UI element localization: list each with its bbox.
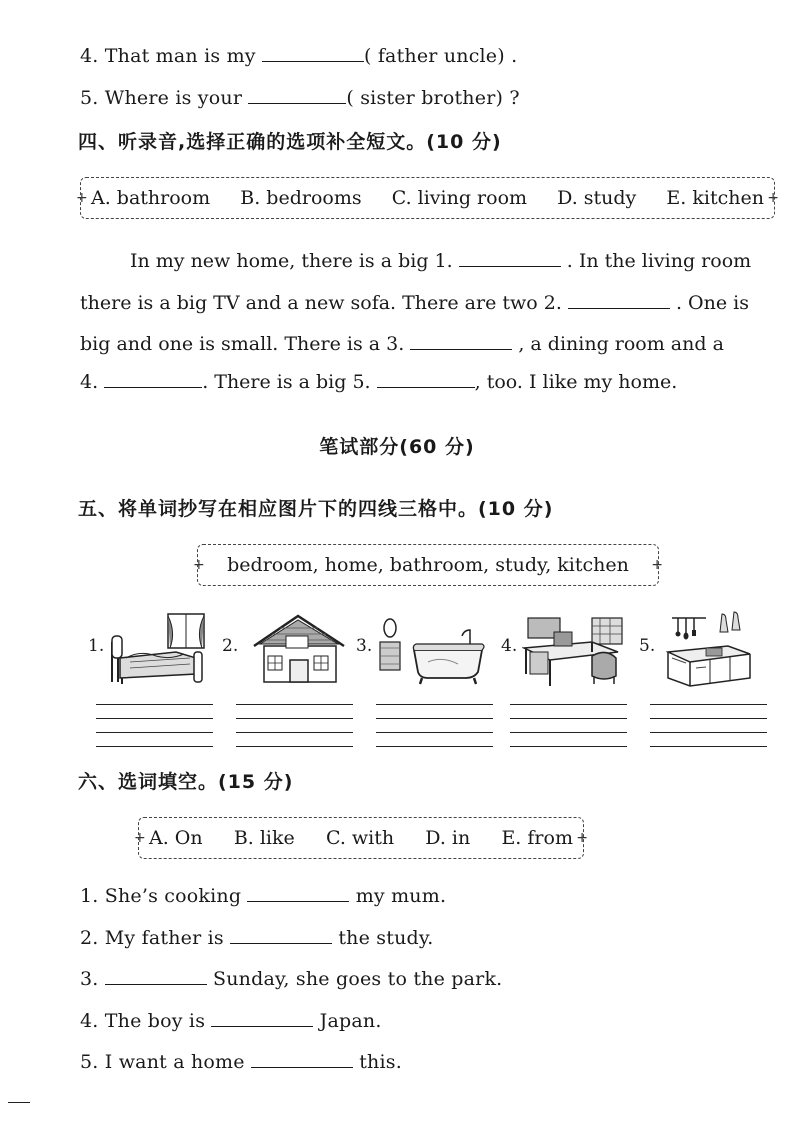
study-desk-icon [522,612,626,688]
section-4-option-box [80,177,775,219]
section-4-heading: 四、听录音,选择正确的选项补全短文。(10 分) [78,131,502,153]
passage-blank-4[interactable] [104,370,202,388]
question-options: ( sister brother) ? [346,87,520,109]
bathtub-icon [378,612,490,686]
answer-blank[interactable] [248,86,346,104]
section-5-heading: 五、将单词抄写在相应图片下的四线三格中。(10 分) [78,498,554,520]
writing-lines[interactable] [650,704,767,746]
writing-lines[interactable] [236,704,353,746]
picture-number: 2. [222,636,239,656]
passage-blank-2[interactable] [568,291,670,309]
passage-line-3: big and one is small. There is a 3. , a dining room and a [80,333,724,355]
option-d: D. study [557,187,637,209]
passage-blank-5[interactable] [377,370,475,388]
writing-lines[interactable] [96,704,213,746]
option-a: + A. bathroom [91,187,211,209]
section-6-option-box [138,817,584,859]
question-options: ( father uncle) . [363,45,518,67]
option-c: C. living room [391,187,528,209]
passage-line-2: there is a big TV and a new sofa. There are two 2. . One is [80,291,749,314]
option-c: C. with [325,827,395,849]
passage-line-4: 4. . There is a big 5. , too. I like my home. [80,370,678,393]
answer-blank[interactable] [230,926,332,944]
written-part-title: 笔试部分(60 分) [319,436,475,458]
fill-question-3: 3. Sunday, she goes to the park. [80,968,503,990]
option-b: B. like [233,827,295,849]
writing-lines[interactable] [510,704,627,746]
section-6-heading: 六、选词填空。(15 分) [78,771,294,793]
option-d: D. in [425,827,471,849]
section-5-word-box: + bedroom, home, bathroom, study, kitchen + [197,544,659,586]
picture-number: 3. [356,636,373,656]
kitchen-counter-icon [666,610,752,688]
fill-question-1: 1. She’s cooking my mum. [80,885,447,907]
bedroom-bed-icon [110,612,208,686]
passage-blank-1[interactable] [459,249,561,267]
question-text: 5. Where is your [80,87,243,109]
section-4-passage [80,237,776,403]
writing-lines[interactable] [376,704,493,746]
question-4 [80,44,517,67]
picture-number: 1. [88,636,105,656]
fill-question-2: 2. My father is the study. [80,927,434,949]
answer-blank[interactable] [211,1009,313,1027]
fill-question-4: 4. The boy is Japan. [80,1010,382,1032]
answer-blank[interactable] [251,1050,353,1068]
answer-blank[interactable] [247,884,349,902]
picture-number: 5. [639,636,656,656]
option-b: B. bedrooms [240,187,362,209]
option-e: E. kitchen [666,187,764,209]
house-icon [250,612,348,686]
answer-blank[interactable] [105,967,207,985]
footer-dash [8,1102,30,1103]
option-e: E. from [501,827,573,849]
option-a: + A. On [149,827,203,849]
question-text: 4. That man is my [80,45,256,67]
answer-blank[interactable] [262,44,364,62]
question-5 [80,86,520,109]
passage-blank-3[interactable] [410,332,512,350]
picture-number: 4. [501,636,518,656]
passage-line-1: In my new home, there is a big 1. . In the living room [130,250,752,272]
fill-question-5: 5. I want a home this. [80,1051,402,1073]
